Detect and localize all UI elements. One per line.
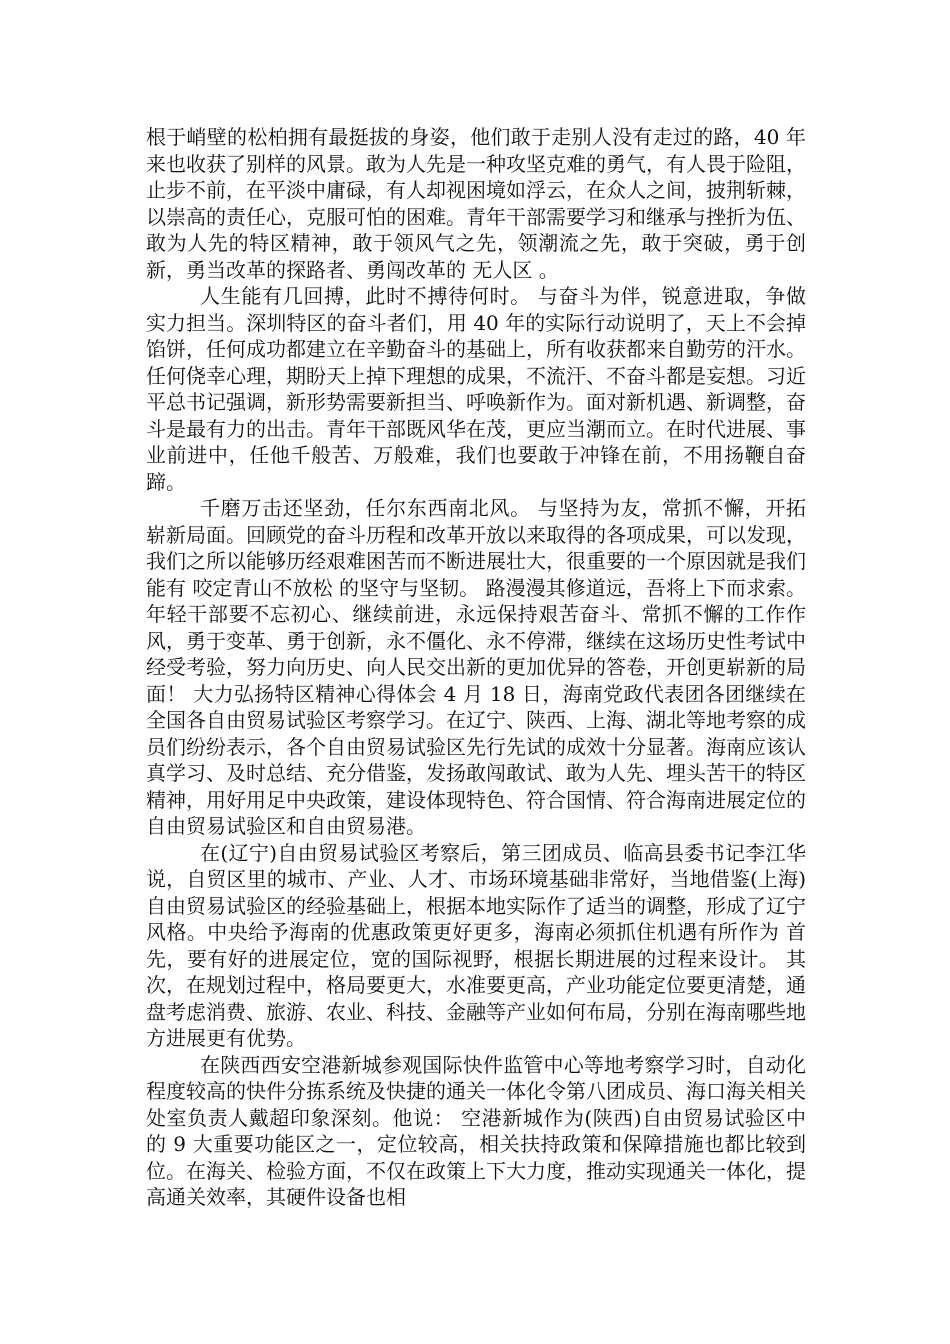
document-body: [146, 124, 806, 1211]
paragraph-5: 在陕西西安空港新城参观国际快件监管中心等地考察学习时，自动化程度较高的快件分拣系统及快捷的通关一体化令第八团成员、海口海关相关处室负责人戴超印象深刻。他说： 空港新城作为(陕西)自由贸易试验区中的 9 大重要功能区之一，定位较高，相关扶持政策和保障措施也都比较到位。在海关、检验方面，不仅在政策上下大力度，推动实现通关一体化，提高通关效率，其硬件设备也相: [146, 1052, 806, 1209]
paragraph-1: 根于峭壁的松柏拥有最挺拔的身姿，他们敢于走别人没有走过的路，40 年来也收获了别样的风景。敢为人先是一种攻坚克难的勇气，有人畏于险阻，止步不前，在平淡中庸碌，有人却视困境如浮云，在众人之间，披荆斩棘，以崇高的责任心，克服可怕的困难。青年干部需要学习和继承与挫折为伍、敢为人先的特区精神，敢于领风气之先，领潮流之先，敢于突破，勇于创新，勇当改革的探路者、勇闯改革的 无人区 。: [146, 125, 806, 282]
paragraph-4: 在(辽宁)自由贸易试验区考察后，第三团成员、临高县委书记李江华说，自贸区里的城市、产业、人才、市场环境基础非常好，当地借鉴(上海)自由贸易试验区的经验基础上，根据本地实际作了适当的调整，形成了辽宁风格。中央给予海南的优惠政策更好更多，海南必须抓住机遇有所作为 首先，要有好的进展定位，宽的国际视野，根据长期进展的过程来设计。 其次，在规划过程中，格局要更大，水准要更高，产业功能定位要更清楚，通盘考虑消费、旅游、农业、科技、金融等产业如何布局，分别在海南哪些地方进展更有优势。: [146, 840, 806, 1050]
paragraph-2: 人生能有几回搏，此时不搏待何时。 与奋斗为伴，锐意进取，争做实力担当。深圳特区的奋斗者们，用 40 年的实际行动说明了，天上不会掉馅饼，任何成功都建立在辛勤奋斗的基础上，所有收获都来自勤劳的汗水。任何侥幸心理，期盼天上掉下理想的成果，不流汗、不奋斗都是妄想。习近平总书记强调，新形势需要新担当、呼唤新作为。面对新机遇、新调整，奋斗是最有力的出击。青年干部既风华在茂，更应当潮而立。在时代进展、事业前进中，任他千般苦、万般难，我们也要敢于冲锋在前，不用扬鞭自奋蹄。: [146, 284, 806, 494]
paragraph-3: 千磨万击还坚劲，任尔东西南北风。 与坚持为友，常抓不懈，开拓崭新局面。回顾党的奋斗历程和改革开放以来取得的各项成果，可以发现，我们之所以能够历经艰难困苦而不断进展壮大，很重要的一个原因就是我们能有 咬定青山不放松 的坚守与坚韧。 路漫漫其修道远，吾将上下而求索。 年轻干部要不忘初心、继续前进，永远保持艰苦奋斗、常抓不懈的工作作风，勇于变革、勇于创新，永不僵化、永不停滞，继续在这场历史性考试中经受考验，努力向历史、向人民交出新的更加优异的答卷，开创更崭新的局面！ 大力弘扬特区精神心得体会 4 月 18 日，海南党政代表团各团继续在全国各自由贸易试验区考察学习。在辽宁、陕西、上海、湖北等地考察的成员们纷纷表示，各个自由贸易试验区先行先试的成效十分显著。海南应该认真学习、及时总结、充分借鉴，发扬敢闯敢试、敢为人先、埋头苦干的特区精神，用好用足中央政策，建设体现特色、符合国情、符合海南进展定位的自由贸易试验区和自由贸易港。: [146, 496, 806, 838]
